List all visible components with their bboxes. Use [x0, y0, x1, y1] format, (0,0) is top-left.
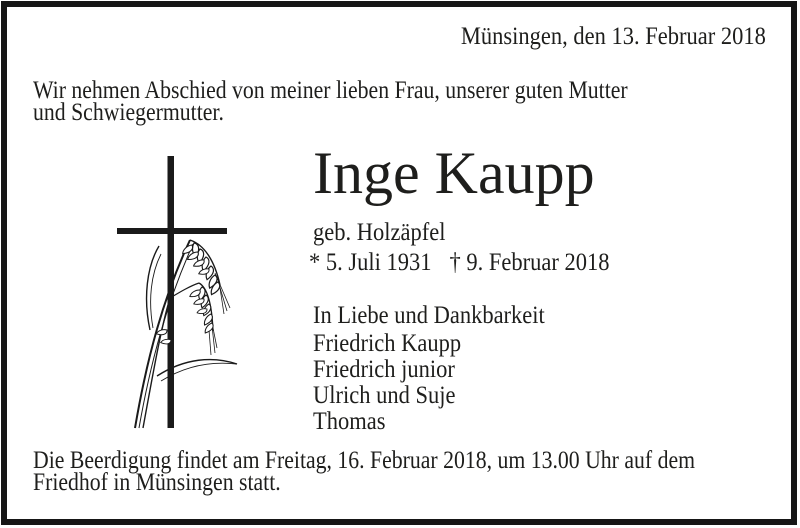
place-and-date-line: Münsingen, den 13. Februar 2018 [461, 23, 766, 50]
death-date: † 9. Februar 2018 [449, 249, 610, 276]
closing-phrase: In Liebe und Dankbarkeit [313, 302, 545, 329]
intro-line-1: Wir nehmen Abschied von meiner lieben Frau, unserer guten Mutter [33, 77, 628, 104]
mourner-name: Ulrich und Suje [313, 382, 456, 409]
cross-horizontal-bar [117, 228, 227, 234]
mourners-list [313, 331, 461, 435]
mourner-name: Friedrich Kaupp [313, 330, 462, 357]
funeral-line-2: Friedhof in Münsingen statt. [33, 469, 281, 496]
intro-line-2: und Schwiegermutter. [33, 99, 224, 126]
intro-paragraph [33, 77, 717, 126]
mourner-name: Thomas [313, 408, 386, 435]
cross-and-wheat-icon [105, 148, 300, 438]
birth-date: * 5. Juli 1931 [309, 249, 432, 276]
wheat-spikelets [156, 242, 221, 347]
funeral-info-paragraph [33, 447, 794, 496]
mourner-name: Friedrich junior [313, 356, 455, 383]
birth-name: geb. Holzäpfel [313, 219, 446, 246]
life-dates [309, 250, 609, 276]
deceased-name: Inge Kaupp [313, 140, 595, 206]
funeral-line-1: Die Beerdigung findet am Freitag, 16. Februar 2018, um 13.00 Uhr auf dem [33, 447, 696, 474]
